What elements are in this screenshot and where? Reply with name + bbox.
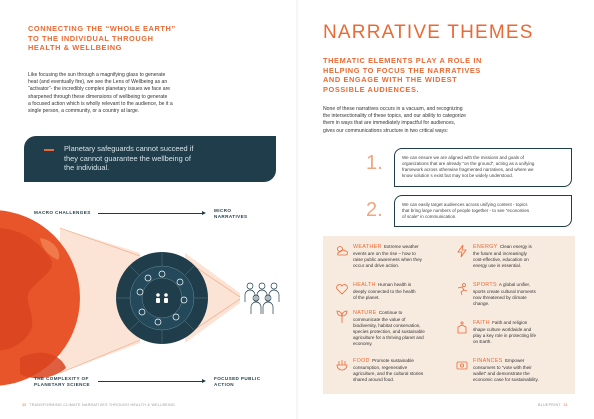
point-line: that bring large numbers of people together - to see “economies (402, 208, 530, 213)
body-line: “activator”- the incredibly complex planetary issues we face are (28, 86, 171, 93)
left-body-text (28, 72, 273, 115)
quote-callout (24, 136, 276, 182)
body-line: sharpened through these dimensions of wellbeing to generate (28, 93, 168, 100)
theme-name: NATURE (353, 310, 377, 316)
theme-line: shape culture worldwide and (473, 326, 532, 332)
theme-line: wallet” and demonstrate the (473, 370, 530, 376)
theme-name: FOOD (353, 358, 370, 364)
theme-line: Faith and religion (492, 320, 528, 325)
theme-line: Human health is (377, 282, 412, 287)
left-heading (28, 24, 238, 53)
body-line: None of these narratives occurs in a vacuum, and recognizing (323, 106, 463, 112)
macro-arrow-head (202, 211, 206, 215)
theme-line: Empower (504, 358, 525, 363)
complexity-label (34, 376, 90, 388)
right-body-text (323, 106, 568, 135)
theme-line: deeply connected to the health (353, 288, 416, 294)
weather-icon (335, 244, 349, 258)
theme-line: A global unifier, (498, 282, 531, 287)
theme-line: species protection, and sustainable (353, 328, 425, 334)
label-line: FOCUSED PUBLIC (214, 376, 261, 381)
point-number: 1. (366, 152, 383, 174)
theme-line: play a key role in protecting life (473, 332, 537, 338)
theme-line: agriculture for a thriving planet and (353, 334, 424, 340)
theme-line: sports create cultural moments (473, 288, 536, 294)
right-heading-line: POSSIBLE AUDIENCES. (323, 84, 420, 94)
left-page-number: 30 (22, 403, 27, 407)
faith-icon (455, 320, 469, 334)
theme-line: on Earth. (473, 338, 492, 344)
body-line: gives our communications structure in two critical ways: (323, 127, 449, 134)
theme-line: raise public awareness when they (353, 256, 422, 262)
label-line: THE COMPLEXITY OF (34, 376, 89, 381)
focus-arrow-head (202, 379, 206, 383)
left-footer-text: TRANSFORMING CLIMATE NARRATIVES THROUGH HEALTH & WELLBEING (29, 403, 176, 407)
right-footer-label: BLUEPRINT (538, 403, 561, 407)
right-footer (538, 403, 568, 407)
label-line: ACTION (214, 382, 235, 387)
theme-line: consumption, regenerative (353, 364, 408, 370)
theme-line: cost-effective, education on (473, 256, 529, 262)
body-line: the intersectionality of these topics, and our ability to categorize (323, 113, 466, 120)
theme-line: change. (473, 300, 490, 306)
point-box (394, 148, 572, 187)
left-heading-line: HEALTH & WELLBEING (28, 43, 123, 53)
right-heading (323, 56, 523, 94)
point-number: 2. (366, 199, 383, 221)
lens-ring (116, 252, 208, 344)
theme-line: agriculture, and the cultural stories (353, 370, 424, 376)
point-line: We can easily target audiences across unifying content - topics (402, 202, 528, 207)
body-line: them in ways that are immediately impactful for audiences, (323, 120, 456, 127)
macro-arrow-line (98, 213, 202, 214)
callout-dash (44, 149, 54, 151)
macro-challenges-label: MACRO CHALLENGES (34, 210, 91, 215)
body-line: heat (and eventually fire), we see the Lens of Wellbeing as an (28, 79, 168, 86)
themes-panel (323, 236, 575, 394)
theme-line: Continue to (378, 310, 403, 315)
theme-name: FAITH (473, 320, 490, 326)
point-line: framework across otherwise fragmented narratives, and where we (402, 167, 534, 172)
people-group-icon (245, 283, 279, 314)
theme-name: SPORTS (473, 282, 497, 288)
body-line: a focused action which is wholly relevant to the audience, be it a (28, 100, 173, 107)
theme-line: shared around food. (353, 376, 395, 382)
label-line: NARRATIVES (214, 214, 248, 219)
theme-line: consumers to “vote with their (473, 364, 532, 370)
health-icon (335, 282, 349, 296)
sports-icon (455, 282, 469, 296)
theme-line: now threatened by climate (473, 294, 527, 300)
theme-line: Extreme weather (383, 244, 419, 249)
left-heading-line: TO THE INDIVIDUAL THROUGH (28, 33, 154, 43)
callout-line: Planetary safeguards cannot succeed if (64, 144, 194, 153)
page-gutter (296, 0, 298, 419)
label-line: PLANETARY SCIENCE (34, 382, 90, 387)
focused-action-label (214, 376, 260, 388)
right-heading-line: THEMATIC ELEMENTS PLAY A ROLE IN (323, 56, 482, 65)
energy-icon (455, 244, 469, 258)
theme-line: economy. (353, 340, 373, 346)
lens-of-wellbeing-illustration (0, 198, 296, 398)
theme-line: Promote sustainable (372, 358, 414, 363)
micro-narratives-label (214, 208, 248, 220)
right-heading-line: AND ENGAGE WITH THE WIDEST (323, 75, 458, 85)
body-line: single person, a community, or a country at large. (28, 108, 140, 115)
page-title: NARRATIVE THEMES (323, 22, 534, 43)
theme-line: energy use is essential. (473, 262, 522, 268)
theme-name: FINANCES (473, 358, 503, 364)
theme-name: WEATHER (353, 244, 382, 250)
theme-name: ENERGY (473, 244, 498, 250)
point-line: organizations that are already “on the ground”, acting as a unifying (402, 161, 535, 166)
left-footer (22, 403, 175, 407)
finances-icon (455, 358, 469, 372)
left-heading-line: CONNECTING THE “WHOLE EARTH” (28, 24, 176, 33)
point-box (394, 195, 572, 227)
nature-icon (335, 310, 349, 324)
theme-line: Clean energy is (499, 244, 532, 249)
theme-line: economic case for sustainability. (473, 376, 539, 382)
label-line: MICRO (214, 208, 232, 213)
right-page-number: 31 (563, 403, 569, 407)
point-line: of scale” in communication. (402, 214, 457, 219)
point-line: know solution s exist but may not be widely understood. (402, 173, 514, 178)
theme-line: biodiversity, habitat conservation, (353, 322, 421, 328)
theme-name: HEALTH (353, 282, 376, 288)
theme-line: of the planet. (353, 294, 380, 300)
focus-arrow-line (98, 381, 202, 382)
body-line: Like focusing the sun through a magnifying glass to generate (28, 72, 166, 78)
right-heading-line: HELPING TO FOCUS THE NARRATIVES (323, 65, 481, 75)
food-icon (335, 358, 349, 372)
theme-line: the future and increasingly (473, 250, 527, 256)
point-line: We can ensure we are aligned with the missions and goals of (402, 155, 524, 160)
theme-line: events are on the rise – how to (353, 250, 416, 256)
callout-line: they cannot guarantee the wellbeing of (64, 153, 191, 163)
callout-line: the individual. (64, 163, 110, 173)
theme-line: communicate the value of (353, 316, 406, 322)
theme-line: occur and drive action. (353, 262, 400, 268)
